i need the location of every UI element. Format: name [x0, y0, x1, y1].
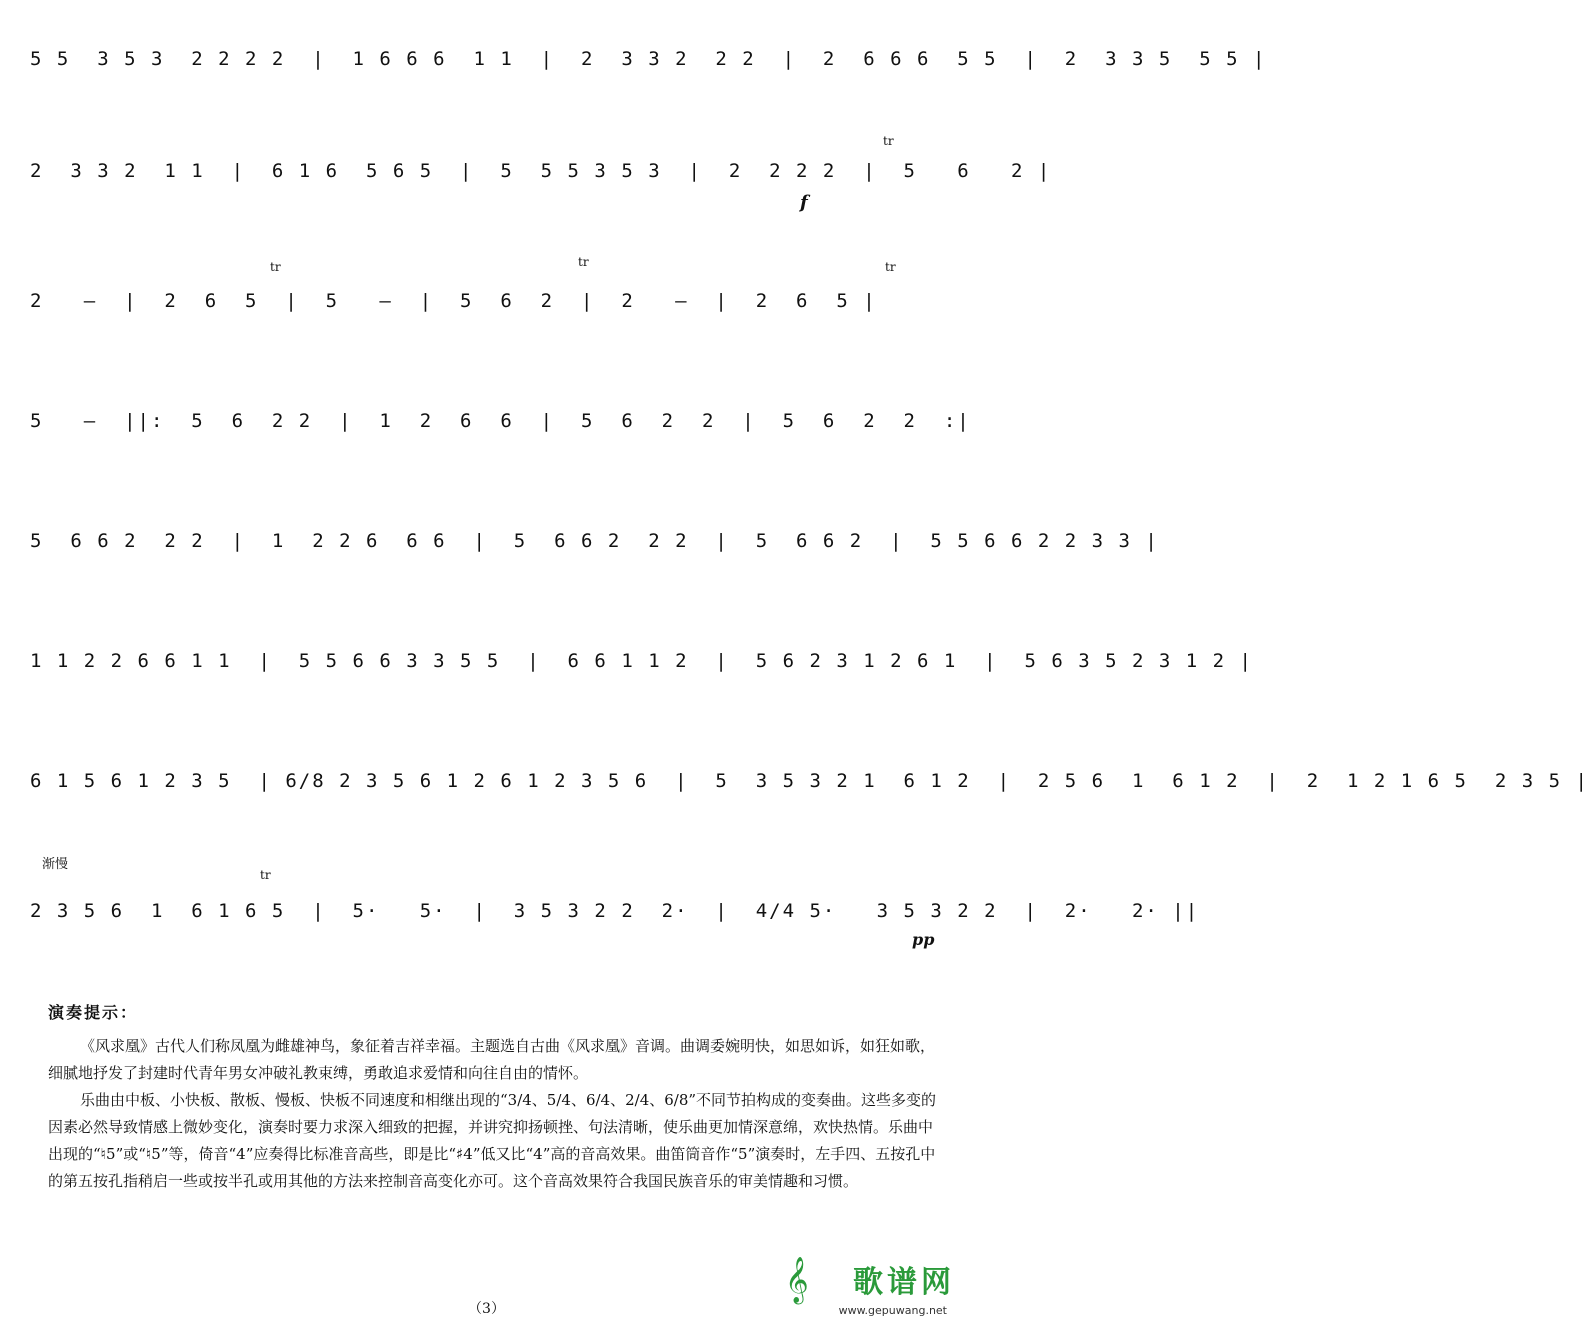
music-score: 5 5 3 5 3 2 2 2 2 | 1 6 6 6 1 1 | 2 3 3 2 2 2 | 2 6 6 6 5 5 | 2 3 3 5 5 5 | 2 3 3 2 1 1 | 6 1 6 5 6 5 | 5 5 5 3 5 3 | 2 2 2 2 | 5 6 2 | 2 — | 2 6 5 | 5 — | 5 6 2 | 2 — | 2 6 5 | 5 — ||: 5 6 2 2 | 1 2 6 6 | 5 6 2 2 | 5 6 2 2 :| 5 6 6 2 2 2 | 1 2 2 6 6 6 | 5 6 6 2 2 2 | 5 6 6 2 | 5 5 6 6 2 2 3 3 | 1 1 2 2 6 6 1 1 | 5 5 6 6 3 3 5 5 | 6 6 1 1 2 | 5 6 2 3 1 2 6 1 | 5 6 3 5 2 3 1 2 | 6 1 5 6 1 2 3 5 | 6/8 2 3 5 6 1 2 6 1 2 3 5 6 | 5 3 5 3 2 1 6 1 2 | 2 5 6 1 6 1 2 | 2 1 2 1 6 5 2 3 5 | 2 3 5 6 1 6 1 6 5 | 5· 5· | 3 5 3 2 2 2· | 4/4 5· 3 5 3 2 2 | 2· 2· || f tr tr tr tr tr 渐慢 pp: [30, 48, 1589, 949]
trill-mark: tr: [270, 260, 281, 274]
notes-title: 演奏提示：: [48, 1003, 139, 1022]
watermark-url: www.gepuwang.net: [838, 1304, 947, 1317]
tempo-change-mark: 渐慢: [42, 857, 69, 872]
treble-clef-icon: 𝄞: [785, 1257, 809, 1303]
page-number: （3）: [468, 1301, 505, 1317]
trill-mark: tr: [260, 868, 271, 882]
forte-mark: f: [800, 192, 808, 213]
notes-paragraph: 《风求凰》古代人们称凤凰为雌雄神鸟，象征着吉祥幸福。主题选自古曲《风求凰》音调。曲调委婉明快，如思如诉，如狂如歌，细腻地抒发了封建时代青年男女冲破礼教束缚，勇敢追求爱情和向往自由的情怀。: [48, 1037, 936, 1082]
trill-mark: tr: [883, 134, 894, 148]
pianissimo-mark: pp: [912, 930, 935, 949]
site-watermark: [755, 1257, 955, 1317]
watermark-logo: 歌谱网: [853, 1265, 955, 1300]
trill-mark: tr: [578, 255, 589, 269]
trill-mark: tr: [885, 260, 896, 274]
performance-notes: [48, 1000, 938, 1195]
notes-paragraph: 乐曲由中板、小快板、散板、慢板、快板不同速度和相继出现的“3/4、5/4、6/4、2/4、6/8”不同节拍构成的变奏曲。这些多变的因素必然导致情感上微妙变化，演奏时要力求深入细致的把握，并讲究抑扬顿挫、句法清晰，使乐曲更加情深意绵，欢快热情。乐曲中出现的“♮5”或“♮5”等，倚音“4”应奏得比标准音高些，即是比“♯4”低又比“4”高的音高效果。曲笛筒音作“5”演奏时，左手四、五按孔中的第五按孔指稍启一些或按半孔或用其他的方法来控制音高变化亦可。这个音高效果符合我国民族音乐的审美情趣和习惯。: [48, 1091, 937, 1190]
